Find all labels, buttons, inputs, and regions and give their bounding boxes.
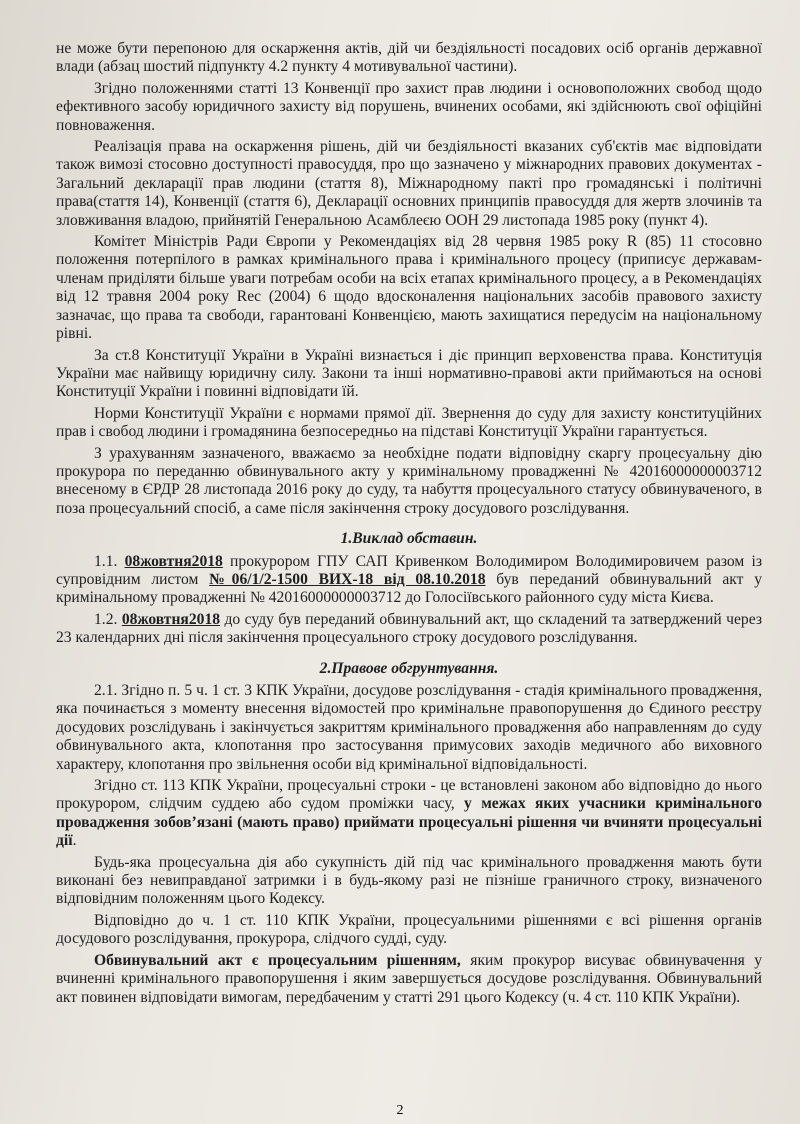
page-number: 2 [396, 1103, 404, 1118]
paragraph-access-to-justice: Реалізація права на оскарження рішень, дій чи бездіяльності вказаних суб'єктів має відповідати також вимозі стосовно доступності правосуддя, про що зазначено у міжнародних правових документах - Загальний декларації прав людини (стаття 8), Міжнародному пакті про громадянські і політичні права(стаття 14), Конвенції (стаття 6), Декларації основних принципів правосуддя для жертв злочинів та зловживання владою, прийнятій Генеральною Асамблеєю ООН 29 листопада 1985 року (пункт 4). [56, 138, 762, 229]
letter-reference: №06/1/2-1500 ВИХ-18 від 08.10.2018 [209, 570, 486, 588]
paragraph-procedural-terms [56, 777, 762, 851]
paragraph-constitution-art8: За ст.8 Конституції України в Україні визнається і діє принцип верховенства права. Конституція України має найвищу юридичну силу. Закони та інші нормативно-правові акти приймаються на основі Конституції України і повинні відповідати їй. [56, 346, 762, 401]
paragraph-continuation: не може бути перепоною для оскарження актів, дій чи бездіяльності посадових осіб органів державної влади (абзац шостий підпункту 4.2 пункту 4 мотивувальної частини). [56, 40, 762, 76]
paragraph-1-1-text-b: був переданий обвинувальний акт у кримінальному провадженні № 42016000000003712 до Голосіївського районного суду міста Києва. [56, 570, 762, 607]
section-1-title: 1.Виклад обставин. [340, 530, 478, 548]
paragraph-1-1-text-a: прокурором ГПУ САП Кривенком Володимиром Володимировичем разом із супровідним листом [56, 552, 762, 588]
paragraph-1-1-date: 08жовтня2018 [124, 552, 223, 570]
paragraph-direct-effect: Норми Конституції України є нормами прямої дії. Звернення до суду для захисту конституційних прав і свобод людини і громадянина безпосередньо на підставі Конституції України гарантується. [56, 404, 762, 441]
paragraph-procedural-decisions: Відповідно до ч. 1 ст. 110 КПК України, процесуальними рішеннями є всі рішення органів досудового розслідування, прокурора, слідчого судді, суду. [56, 911, 762, 948]
procedural-terms-bold: у межах яких учасники кримінального провадження зобов’язані (мають право) приймати процесуальні рішення чи вчиняти процесуальні дії [56, 795, 762, 850]
paragraph-indictment [56, 952, 762, 1007]
paragraph-1-1 [56, 553, 762, 608]
section-2-title: 2.Правове обгрунтування. [319, 659, 499, 677]
paragraph-1-2-number: 1.2. [94, 610, 122, 628]
paragraph-1-1-number: 1.1. [94, 552, 125, 570]
paragraph-1-2-text: до суду був переданий обвинувальний акт, що складений та затверджений через 23 календарних дні після закінчення процесуального строку досудового розслідування. [56, 610, 762, 647]
paragraph-conclusion: З урахуванням зазначеного, вважаємо за необхідне подати відповідну скаргу процесуальну дію прокурора по переданню обвинувального акту у кримінальному провадженні № 42016000000003712 внесеному в ЄРДР 28 листопада 2016 року до суду, та набуття процесуального статусу обвинуваченого, в поза процесуальний спосіб, а саме після закінчення строку досудового розслідування. [56, 444, 762, 517]
paragraph-2-1: 2.1. Згідно п. 5 ч. 1 ст. 3 КПК України, досудове розслідування - стадія кримінального провадження, яка починається з моменту внесення відомостей про кримінальне правопорушення до Єдиного реєстру досудових розслідувань і закінчується закриттям кримінального провадження або направленням до суду обвинувального акта, клопотання про застосування примусових заходів медичного або виховного характеру, клопотання про звільнення особи від кримінальної відповідальності. [56, 682, 762, 773]
indictment-bold: Обвинувальний акт є процесуальним рішенням, [94, 951, 461, 969]
paragraph-procedural-action: Будь-яка процесуальна дія або сукупність дій під час кримінального провадження мають бути виконані без невиправданої затримки і в будь-якому разі не пізніше граничного строку, визначеного відповідним положенням цього Кодексу. [56, 853, 762, 908]
paragraph-article-13: Згідно положеннями статті 13 Конвенції про захист прав людини і основоположних свобод щодо ефективного засобу юридичного захисту від порушень, вчинених особами, які здійснюють свої офіційні повноваження. [56, 79, 762, 134]
procedural-terms-text: Згідно ст. 113 КПК України, процесуальні строки - це встановлені законом або відповідно до нього прокурором, слідчим суддею або судом проміжки часу, [56, 777, 762, 813]
paragraph-1-2 [56, 611, 762, 648]
paragraph-1-2-date: 08жовтня2018 [121, 610, 221, 628]
paragraph-council-of-europe: Комітет Міністрів Ради Європи у Рекомендаціях від 28 червня 1985 року R (85) 11 стосовно положення потерпілого в рамках кримінального права і кримінального процесу (приписує державам-членам приділяти більше уваги потребам особи на всіх етапах кримінального процесу, а в Рекомендаціях від 12 травня 2004 року Rec (2004) 6 щодо вдосконалення національних засобів правового захисту зазначає, що права та свободи, гарантовані Конвенцією, мають захищатися передусім на національному рівні. [56, 233, 762, 343]
indictment-text: яким прокурор висуває обвинувачення у вчиненні кримінального правопорушення і яким завершується досудове розслідування. Обвинувальний акт повинен відповідати вимогам, передбаченим у статті 291 цього Кодексу (ч. 4 ст. 110 КПК України). [56, 951, 762, 1006]
procedural-terms-end: . [72, 832, 77, 850]
